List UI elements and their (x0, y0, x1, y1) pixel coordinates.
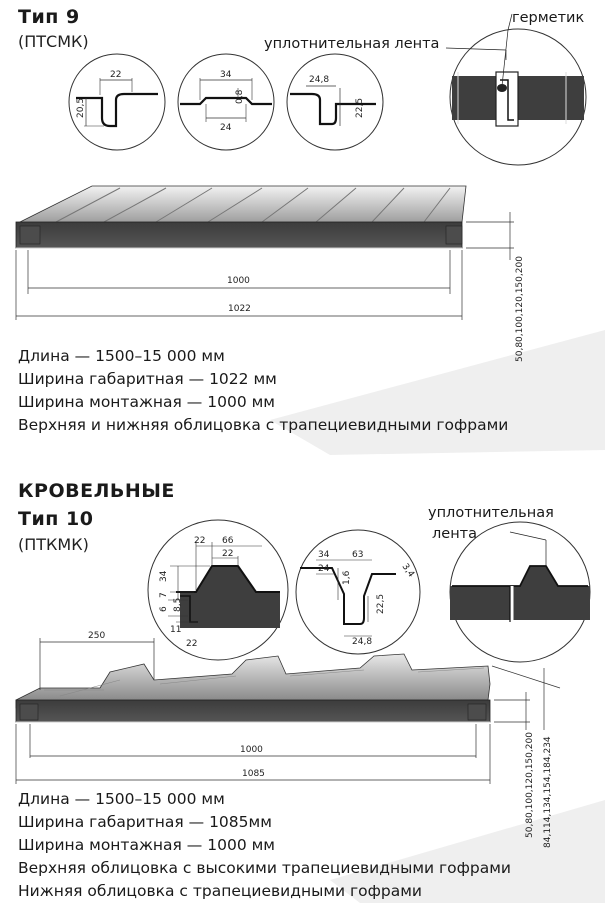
type9-title: Тип 9 (18, 6, 80, 28)
type9-panel (16, 186, 466, 248)
roof-d1-h1: 34 (159, 570, 169, 582)
roof-label-tape-line1: уплотнительная (428, 505, 554, 521)
type9-spec-mount-width: Ширина монтажная — 1000 мм (18, 393, 275, 411)
roof-d1-w2: 66 (222, 536, 234, 546)
type9-spec-gross-width: Ширина габаритная — 1022 мм (18, 370, 277, 388)
roof-d2-w4: 24,8 (352, 637, 373, 647)
roof-d1-h5: 11 (170, 625, 182, 635)
roof-d2-w2: 63 (352, 550, 364, 560)
roof-dim-pitch: 250 (88, 631, 106, 641)
roof-spec-top-facing: Верхняя облицовка с высокими трапециевидными гофрами (18, 859, 511, 877)
type9-detail3-w: 24,8 (309, 75, 330, 85)
roof-d1-h2: 7 (159, 592, 169, 598)
roof-dim-inner: 1000 (240, 745, 263, 755)
roof-d1-h4: 8,5 (173, 597, 183, 612)
type9-detail2-wbot: 24 (220, 123, 232, 133)
roof-d1-w4: 22 (186, 639, 198, 649)
roof-title: Тип 10 (18, 508, 94, 530)
roof-detail-2 (296, 530, 420, 654)
roof-spec-length: Длина — 1500–15 000 мм (18, 790, 225, 808)
roof-heading: КРОВЕЛЬНЫЕ (18, 480, 175, 502)
type9-detail2-wtop: 34 (220, 70, 232, 80)
type9-spec-length: Длина — 1500–15 000 мм (18, 347, 225, 365)
roof-spec-bottom-facing: Нижняя облицовка с трапециевидными гофрами (18, 882, 422, 900)
roof-d2-w3: 24 (318, 564, 330, 574)
type9-joint-detail (446, 14, 586, 165)
roof-d1-w3: 22 (222, 549, 234, 559)
type9-detail2-h: 0,8 (235, 89, 245, 104)
roof-panel (16, 654, 490, 722)
roof-specs (18, 788, 511, 903)
type9-dim-inner: 1000 (227, 276, 250, 286)
roof-thickness-1: 50,80,100,120,150,200 (525, 732, 535, 838)
type9-label-sealant: герметик (512, 10, 585, 26)
type9-specs (18, 345, 508, 437)
type9-detail-3 (287, 54, 383, 150)
type9-code: (ПТСМК) (18, 32, 89, 51)
roof-d2-angle: 3,4 (399, 561, 416, 580)
type9-detail3-h: 22,5 (355, 97, 365, 118)
roof-d1-w1: 22 (194, 536, 206, 546)
roof-spec-gross-width: Ширина габаритная — 1085мм (18, 813, 272, 831)
roof-d2-h1: 1,6 (342, 570, 352, 585)
type9-detail1-w: 22 (110, 70, 122, 80)
roof-thickness-2: 84,114,134,154,184,234 (543, 736, 553, 848)
type9-detail-2 (178, 54, 274, 150)
type9-thickness: 50,80,100,120,150,200 (515, 256, 525, 362)
type9-label-tape: уплотнительная лента (264, 36, 440, 52)
roof-joint-detail (450, 522, 590, 662)
type9-dim-outer: 1022 (228, 304, 251, 314)
roof-d2-h2: 22,5 (376, 593, 386, 614)
type9-detail1-h: 20,5 (76, 97, 86, 118)
roof-spec-mount-width: Ширина монтажная — 1000 мм (18, 836, 275, 854)
roof-label-tape-line2: лента (432, 526, 478, 542)
roof-code: (ПТКМК) (18, 535, 89, 554)
type9-spec-facing: Верхняя и нижняя облицовка с трапециевидными гофрами (18, 416, 509, 434)
roof-dim-outer: 1085 (242, 769, 265, 779)
roof-d1-h3: 6 (159, 606, 169, 612)
roof-detail-1 (148, 520, 288, 660)
roof-d2-w1: 34 (318, 550, 330, 560)
